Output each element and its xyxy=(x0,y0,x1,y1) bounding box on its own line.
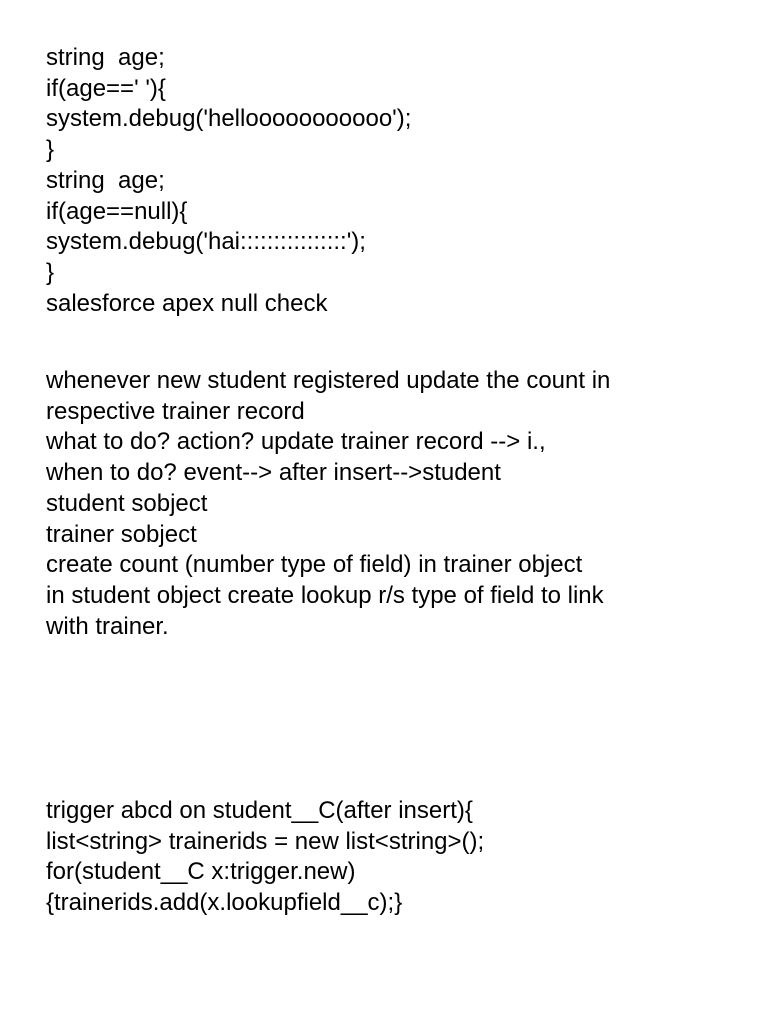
text-line: salesforce apex null check xyxy=(46,289,328,317)
text-line: system.debug('hai::::::::::::::::'); xyxy=(46,228,366,256)
text-line: create count (number type of field) in trainer object xyxy=(46,551,583,579)
text-line: string age; xyxy=(46,44,165,71)
text-line: } xyxy=(46,258,55,286)
text-line: system.debug('hellooooooooooo'); xyxy=(46,105,412,133)
text-line: trigger abcd on student__C(after insert){ xyxy=(46,797,473,824)
text-line: {trainerids.add(x.lookupfield__c);} xyxy=(46,889,403,917)
text-line: list<string> trainerids = new list<string>(); xyxy=(46,827,485,855)
text-line: student sobject xyxy=(46,489,208,517)
text-line: when to do? event--> after insert-->student xyxy=(46,459,501,487)
trigger-requirements-notes xyxy=(46,366,610,642)
apex-null-check-code-block xyxy=(46,43,411,319)
text-line: trainer sobject xyxy=(46,520,197,548)
text-line: if(age==' '){ xyxy=(46,74,166,102)
text-line: } xyxy=(46,136,55,164)
text-line: in student object create lookup r/s type of field to link xyxy=(46,581,604,609)
text-line: respective trainer record xyxy=(46,397,305,425)
text-line: if(age==null){ xyxy=(46,197,188,225)
text-line: whenever new student registered update the count in xyxy=(46,367,611,394)
text-line: what to do? action? update trainer record --> i., xyxy=(46,428,546,456)
trigger-code-block xyxy=(46,796,484,919)
text-line: with trainer. xyxy=(46,612,169,640)
text-line: string age; xyxy=(46,166,165,194)
text-line: for(student__C x:trigger.new) xyxy=(46,858,356,886)
